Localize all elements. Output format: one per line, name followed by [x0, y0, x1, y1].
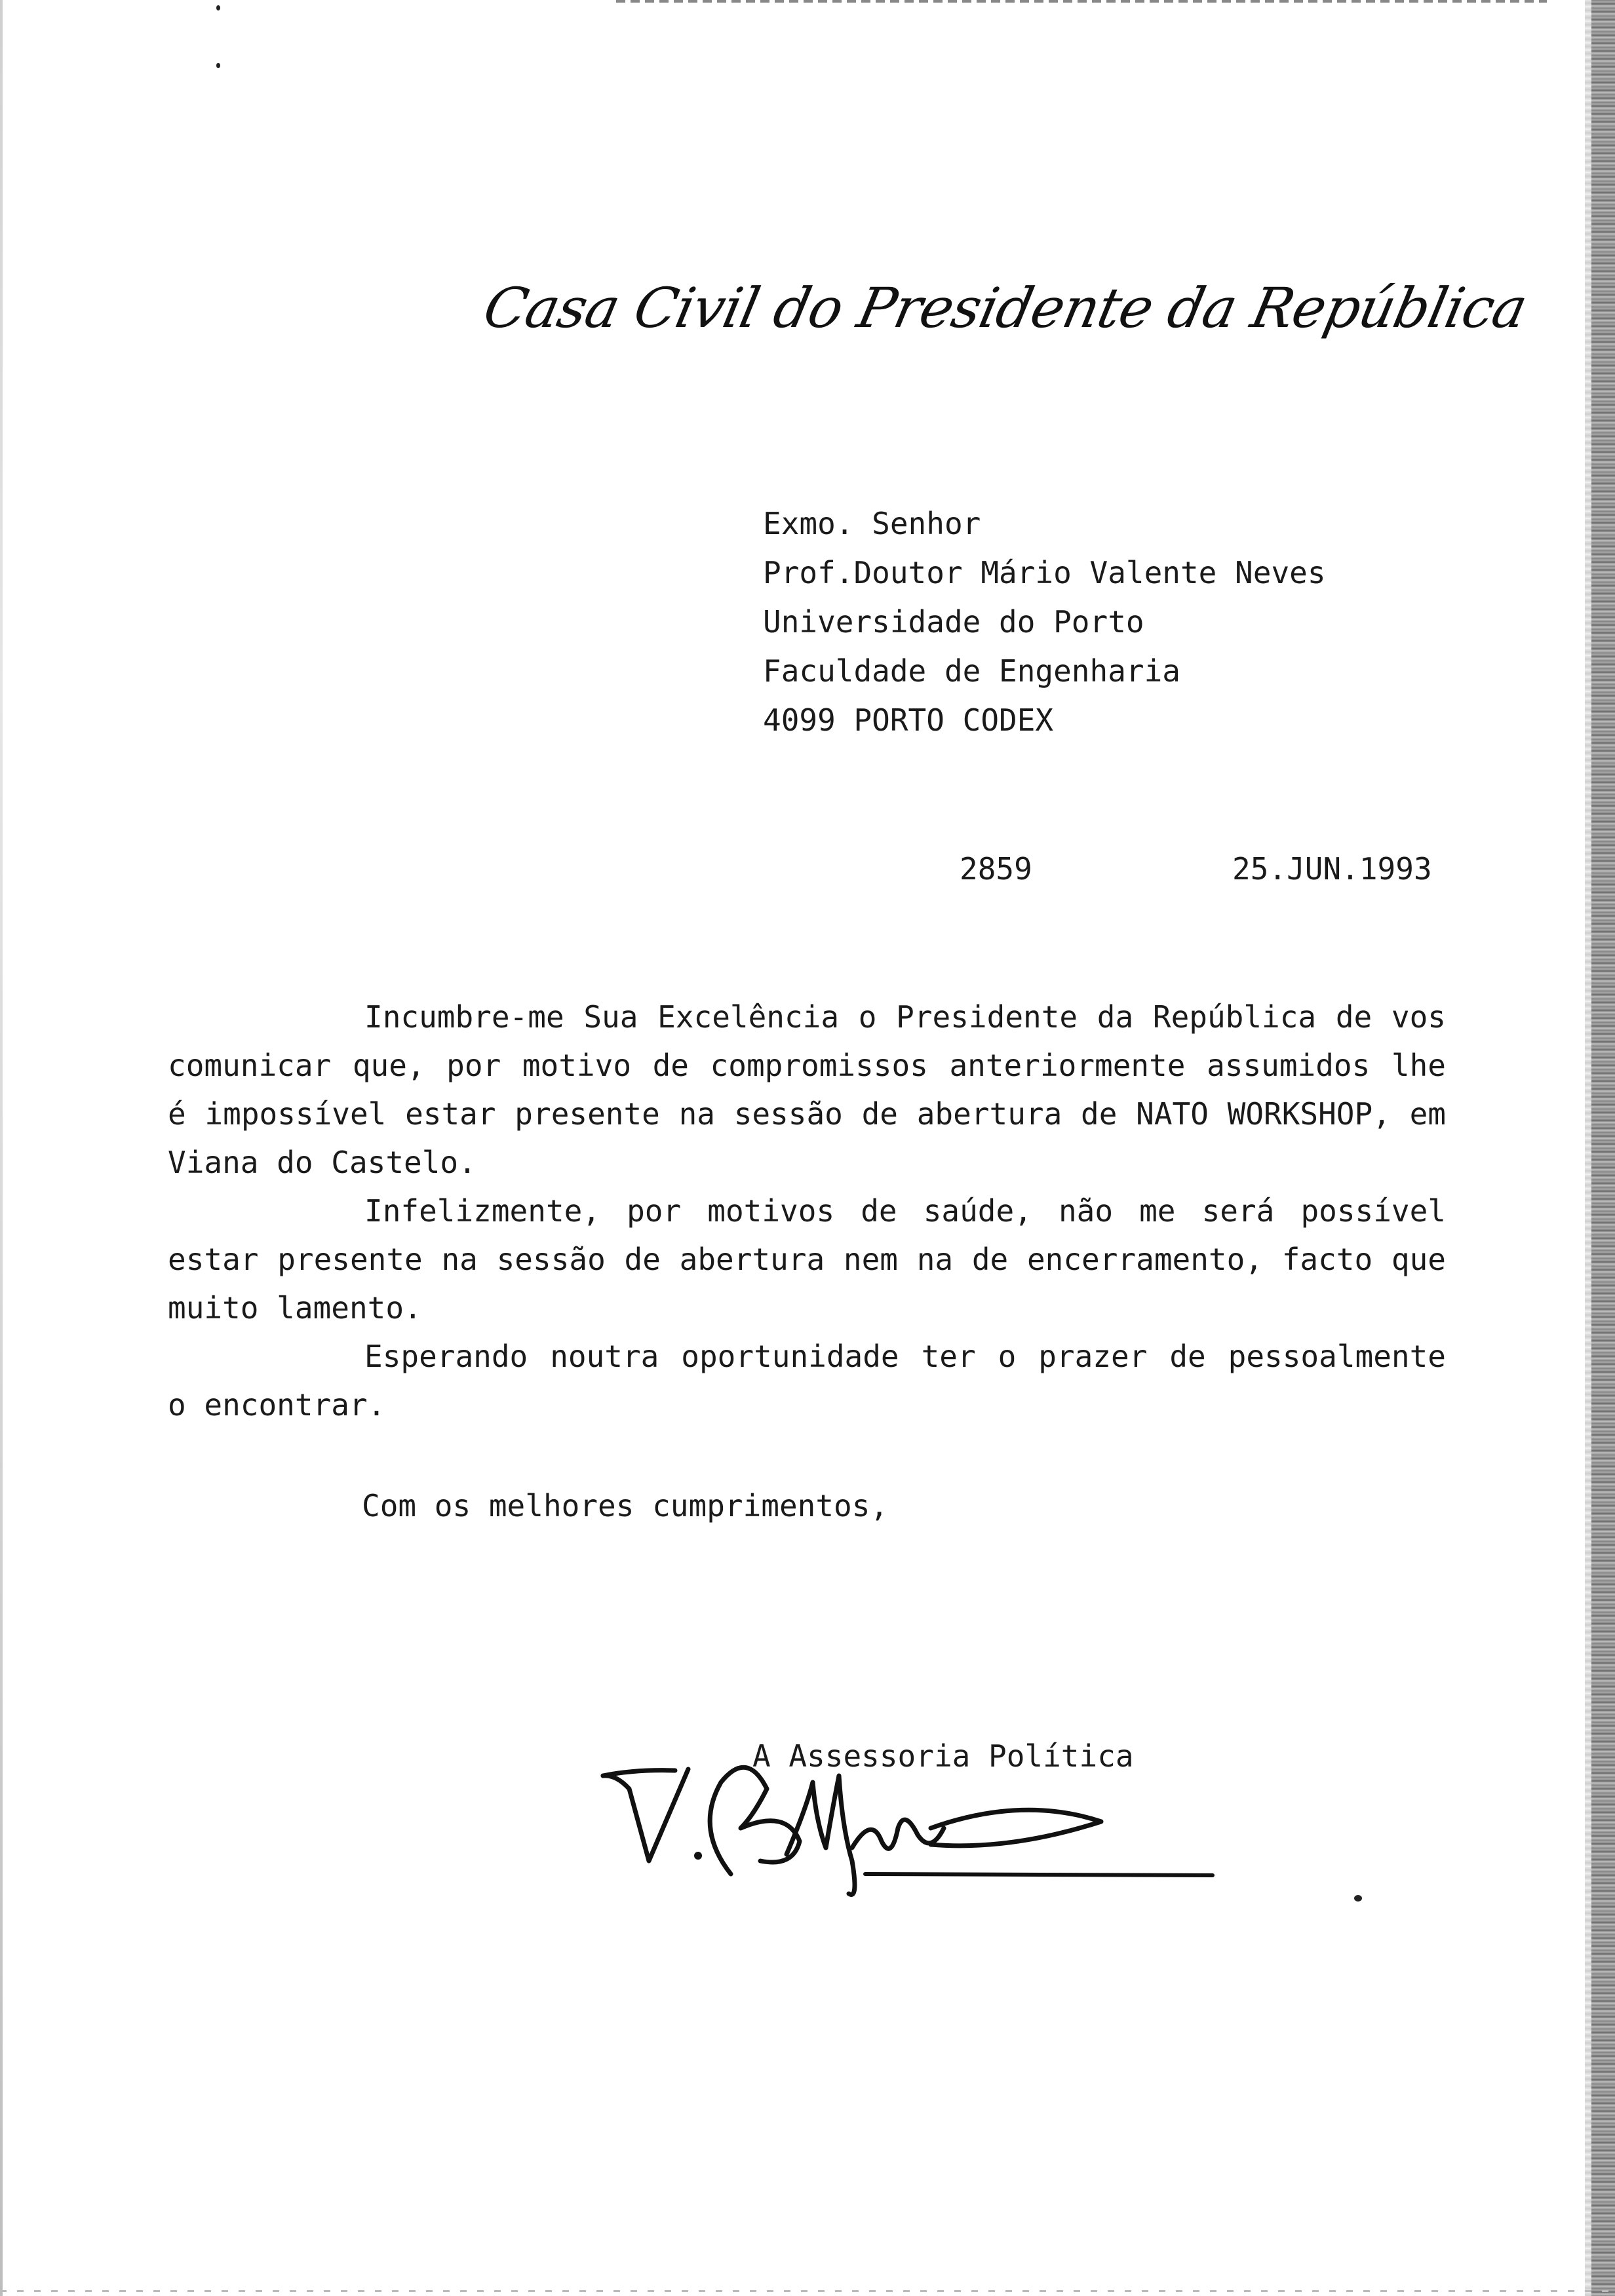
- scan-edge-right-shadow: [1585, 0, 1591, 2296]
- scan-speck: [216, 5, 220, 10]
- recipient-name: Prof.Doutor Mário Valente Neves: [763, 555, 1326, 590]
- body-paragraph: Infelizmente, por motivos de saúde, não me será possível estar presente na sessão de abertura nem na de encerramento, facto que muito lamento.: [168, 1193, 1446, 1326]
- signatory-title: A Assessoria Política: [752, 1738, 1134, 1774]
- letter-body: [168, 993, 1446, 1429]
- body-paragraph: Incumbre-me Sua Excelência o Presidente da República de vos comunicar que, por motivo de compromissos anteriormente assumidos lhe é impossível estar presente na sessão de abertura de NATO WORKSHOP, em Viana do Castelo.: [168, 999, 1446, 1180]
- scan-top-line: [616, 0, 1547, 3]
- scan-bottom-line: [0, 2290, 1615, 2292]
- recipient-institution: Universidade do Porto: [763, 604, 1144, 640]
- recipient-salutation: Exmo. Senhor: [763, 506, 981, 541]
- recipient-postal-address: 4099 PORTO CODEX: [763, 702, 1054, 738]
- body-paragraph: Esperando noutra oportunidade ter o prazer de pessoalmente o encontrar.: [168, 1339, 1446, 1423]
- handwritten-signature: [590, 1730, 1232, 1900]
- recipient-address-block: [763, 499, 1418, 745]
- letterhead-title: Casa Civil do Presidente da República: [478, 276, 1532, 340]
- recipient-faculty: Faculdade de Engenharia: [763, 653, 1180, 689]
- scan-edge-right: [1591, 0, 1615, 2296]
- scan-speck: [1354, 1895, 1362, 1902]
- closing-line: Com os melhores cumprimentos,: [362, 1488, 889, 1523]
- reference-number: 2859: [960, 851, 1032, 887]
- letter-date: 25.JUN.1993: [1232, 851, 1432, 887]
- scan-speck: [216, 63, 220, 68]
- scan-edge-left: [0, 0, 3, 2296]
